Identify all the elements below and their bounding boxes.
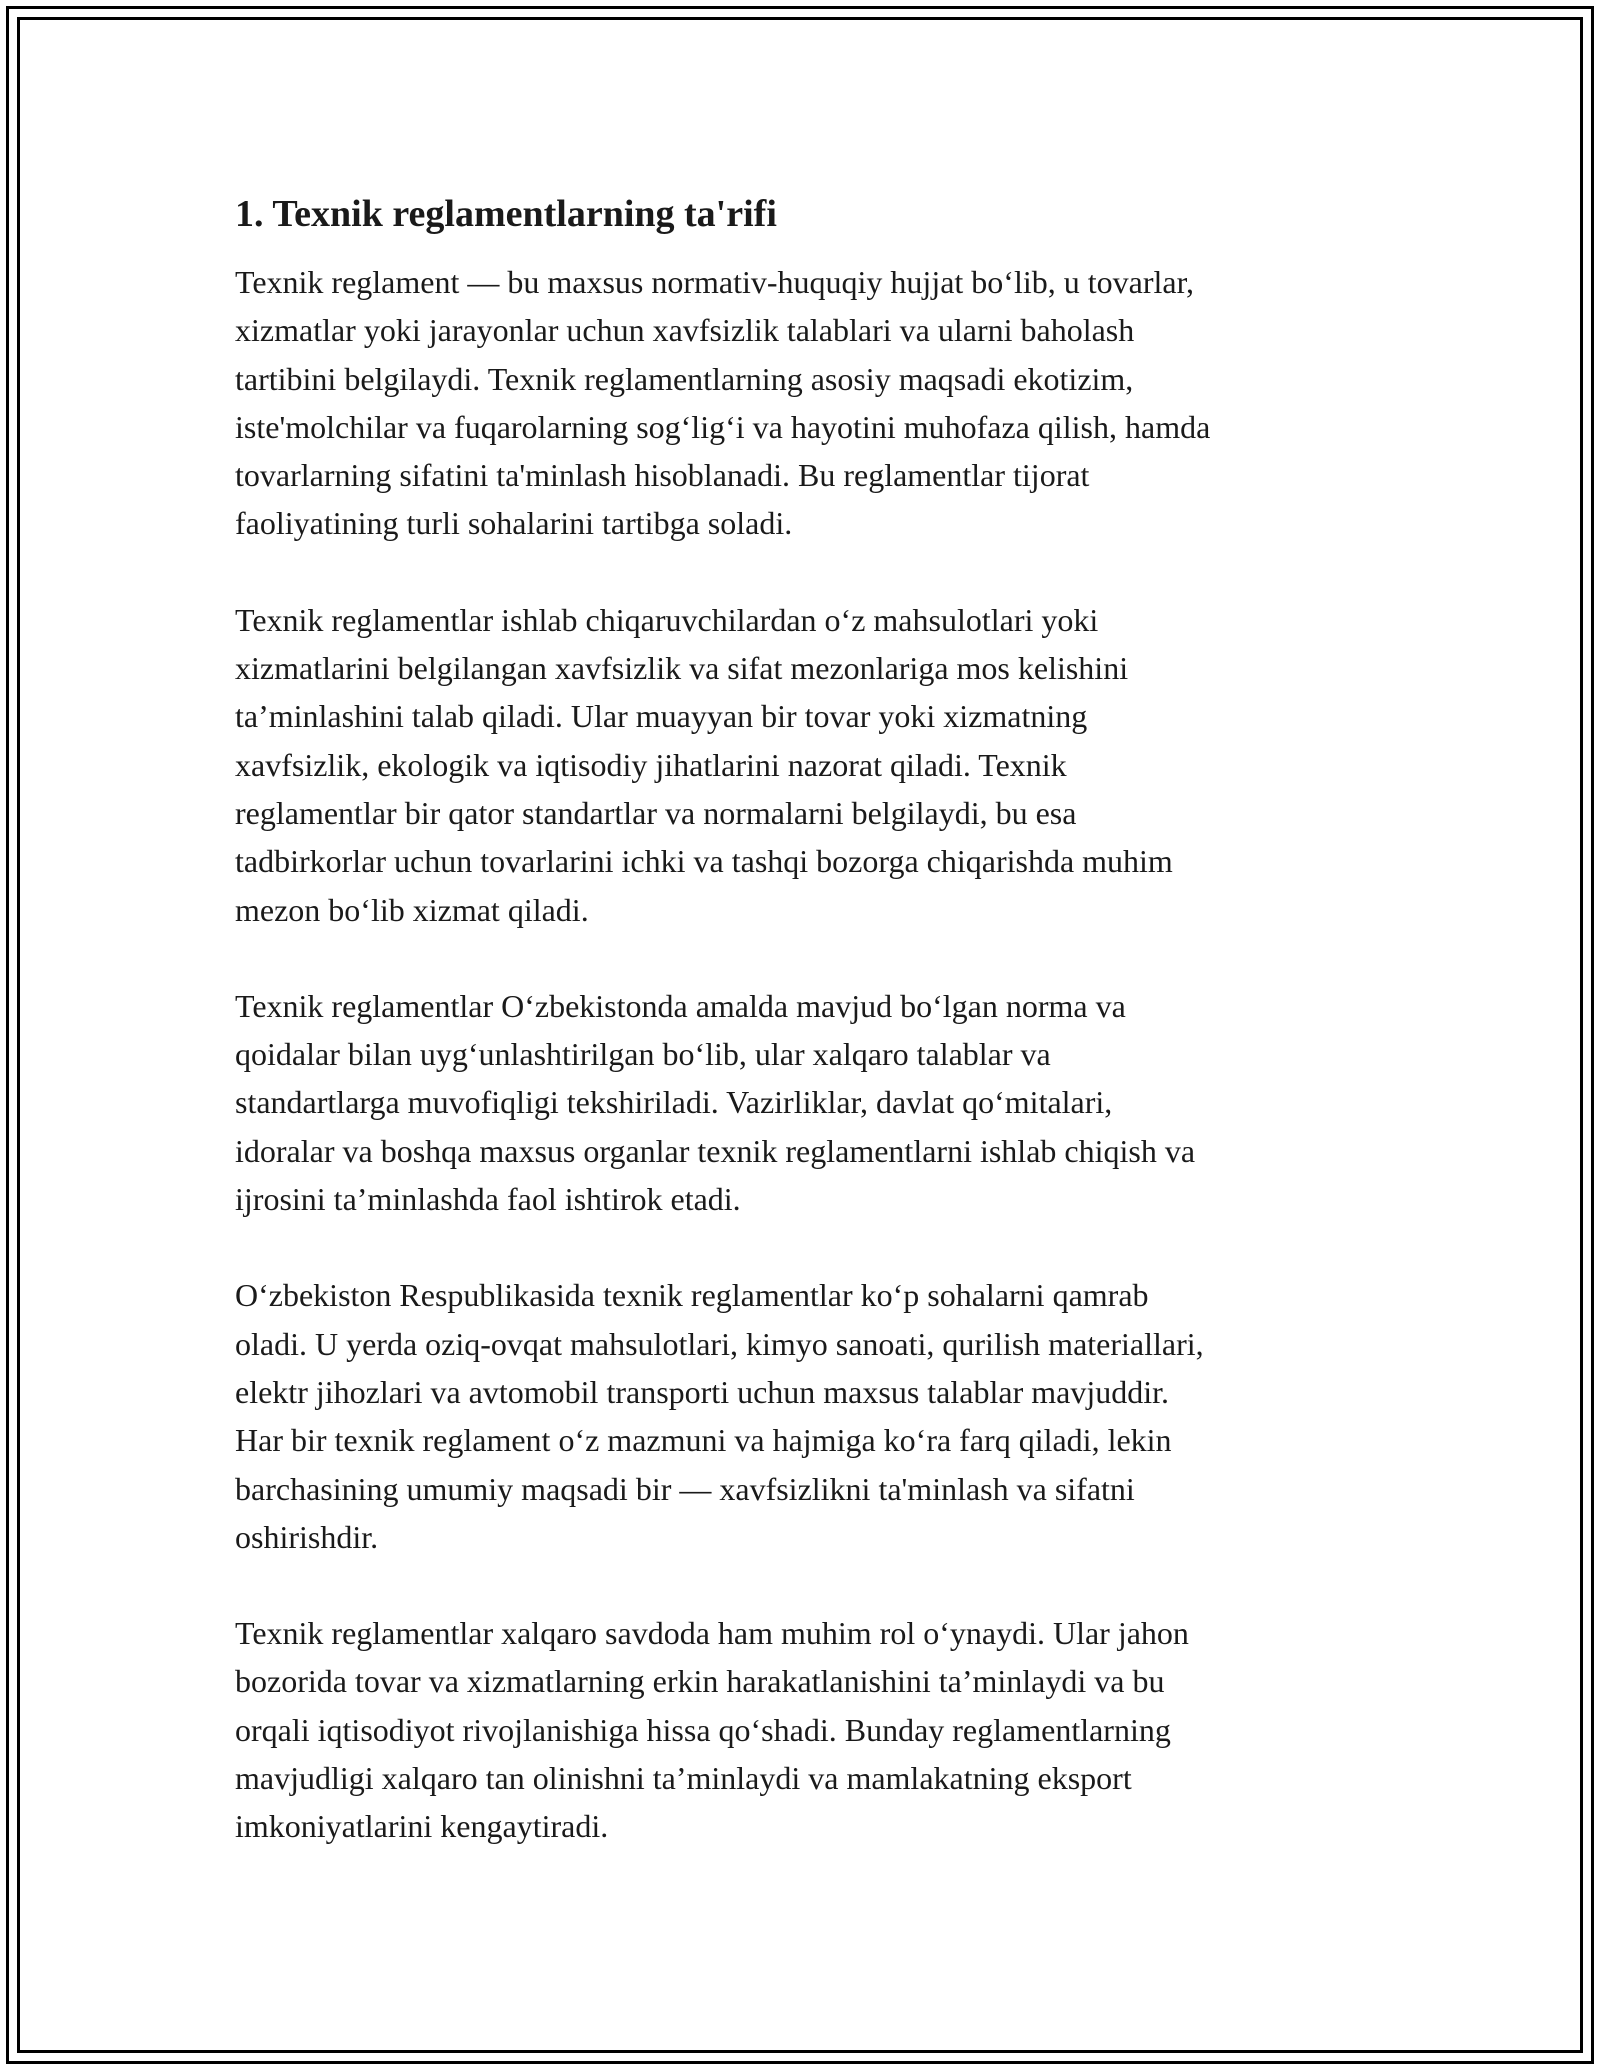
paragraph-2: Texnik reglamentlar ishlab chiqaruvchilardan o‘z mahsulotlari yoki xizmatlarini belgilangan xavfsizlik va sifat mezonlariga mos kelishini ta’minlashini talab qiladi. Ular muayyan bir tovar yoki xizmatning xavfsizlik, ekologik va iqtisodiy jihatlarini nazorat qiladi. Texnik reglamentlar bir qator standartlar va normalarni belgilaydi, bu esa tadbirkorlar uchun tovarlarini ichki va tashqi bozorga chiqarishda muhim mezon bo‘lib xizmat qiladi. — [235, 601, 1173, 928]
paragraph-3: Texnik reglamentlar O‘zbekistonda amalda mavjud bo‘lgan norma va qoidalar bilan uyg‘unlashtirilgan bo‘lib, ular xalqaro talablar va standartlarga muvofiqligi tekshiriladi. Vazirliklar, davlat qo‘mitalari, idoralar va boshqa maxsus organlar texnik reglamentlarni ishlab chiqish va ijrosini ta’minlashda faol ishtirok etadi. — [235, 987, 1196, 1218]
paragraph-5: Texnik reglamentlar xalqaro savdoda ham muhim rol o‘ynaydi. Ular jahon bozorida tovar va xizmatlarning erkin harakatlanishini ta’minlaydi va bu orqali iqtisodiyot rivojlanishiga hissa qo‘shadi. Bunday reglamentlarning mavjudligi xalqaro tan olinishni ta’minlaydi va mamlakatning eksport imkoniyatlarini kengaytiradi. — [235, 1615, 1189, 1845]
paragraph-4: O‘zbekiston Respublikasida texnik reglamentlar ko‘p sohalarni qamrab oladi. U yerda oziq-ovqat mahsulotlari, kimyo sanoati, qurilish materiallari, elektr jihozlari va avtomobil transporti uchun maxsus talablar mavjuddir. Har bir texnik reglament o‘z mazmuni va hajmiga ko‘ra farq qiladi, lekin barchasining umumiy maqsadi bir — xavfsizlikni ta'minlash va sifatni oshirishdir. — [235, 1277, 1204, 1555]
document-body — [235, 190, 1375, 1899]
paragraph-1: Texnik reglament — bu maxsus normativ-huquqiy hujjat bo‘lib, u tovarlar, xizmatlar yoki jarayonlar uchun xavfsizlik talablari va ularni baholash tartibini belgilaydi. Texnik reglamentlarning asosiy maqsadi ekotizim, iste'molchilar va fuqarolarning sog‘lig‘i va hayotini muhofaza qilish, hamda tovarlarning sifatini ta'minlash hisoblanadi. Bu reglamentlar tijorat faoliyatining turli sohalarini tartibga soladi. — [235, 264, 1211, 542]
section-heading: 1. Texnik reglamentlarning ta'rifi — [235, 193, 777, 235]
